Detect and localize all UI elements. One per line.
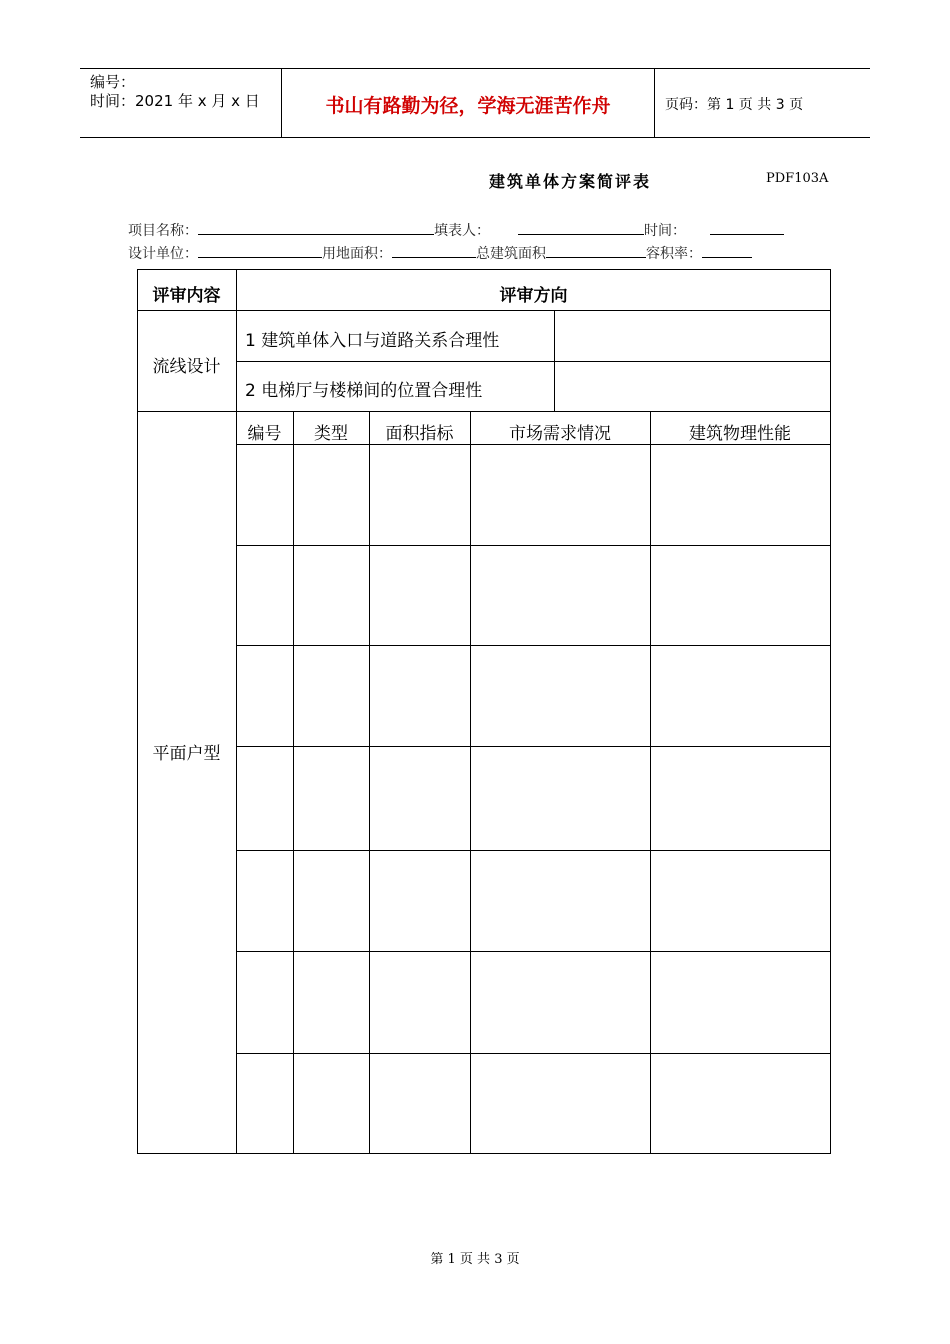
col-type-header: 类型 (314, 424, 348, 444)
review-content-header: 评审内容 (152, 286, 221, 306)
project-name-field[interactable] (198, 221, 434, 235)
code-label: 编号： (90, 73, 136, 91)
filler-field[interactable] (518, 221, 644, 235)
document-code: PDF103A (766, 171, 829, 186)
land-area-field[interactable] (392, 244, 476, 258)
total-area-field[interactable] (546, 244, 646, 258)
land-area-label: 用地面积： (322, 246, 392, 262)
header-divider (654, 69, 655, 137)
time-label-field: 时间： (644, 223, 686, 239)
time-label: 时间：2021 年 x 月 x 日 (90, 92, 260, 110)
total-area-label: 总建筑面积 (476, 246, 546, 262)
flow-design-item: 1 建筑单体入口与道路关系合理性 (245, 331, 500, 351)
col-number-header: 编号 (247, 424, 282, 444)
design-unit-field[interactable] (198, 244, 322, 258)
design-unit-label: 设计单位： (128, 246, 198, 262)
flow-design-item: 2 电梯厅与楼梯间的位置合理性 (245, 381, 483, 401)
page-footer: 第 1 页 共 3 页 (430, 1252, 520, 1267)
col-market-header: 市场需求情况 (509, 424, 611, 444)
document-title: 建筑单体方案简评表 (489, 172, 652, 191)
form-row-2 (128, 243, 752, 263)
header-meta (90, 73, 260, 111)
time-field[interactable] (710, 221, 784, 235)
unit-plan-label: 平面户型 (152, 744, 221, 764)
motto: 书山有路勤为径，学海无涯苦作舟 (325, 95, 611, 117)
header-page-label: 页码：第 1 页 共 3 页 (665, 97, 804, 113)
project-name-label: 项目名称： (128, 223, 198, 239)
form-row-1 (128, 220, 784, 240)
plot-ratio-field[interactable] (702, 244, 752, 258)
filler-label: 填表人： (434, 223, 490, 239)
plot-ratio-label: 容积率： (646, 246, 702, 262)
flow-design-label: 流线设计 (152, 357, 221, 377)
col-physics-header: 建筑物理性能 (689, 424, 791, 444)
col-area-header: 面积指标 (385, 424, 454, 444)
review-direction-header: 评审方向 (499, 286, 568, 306)
document-header (80, 68, 870, 138)
